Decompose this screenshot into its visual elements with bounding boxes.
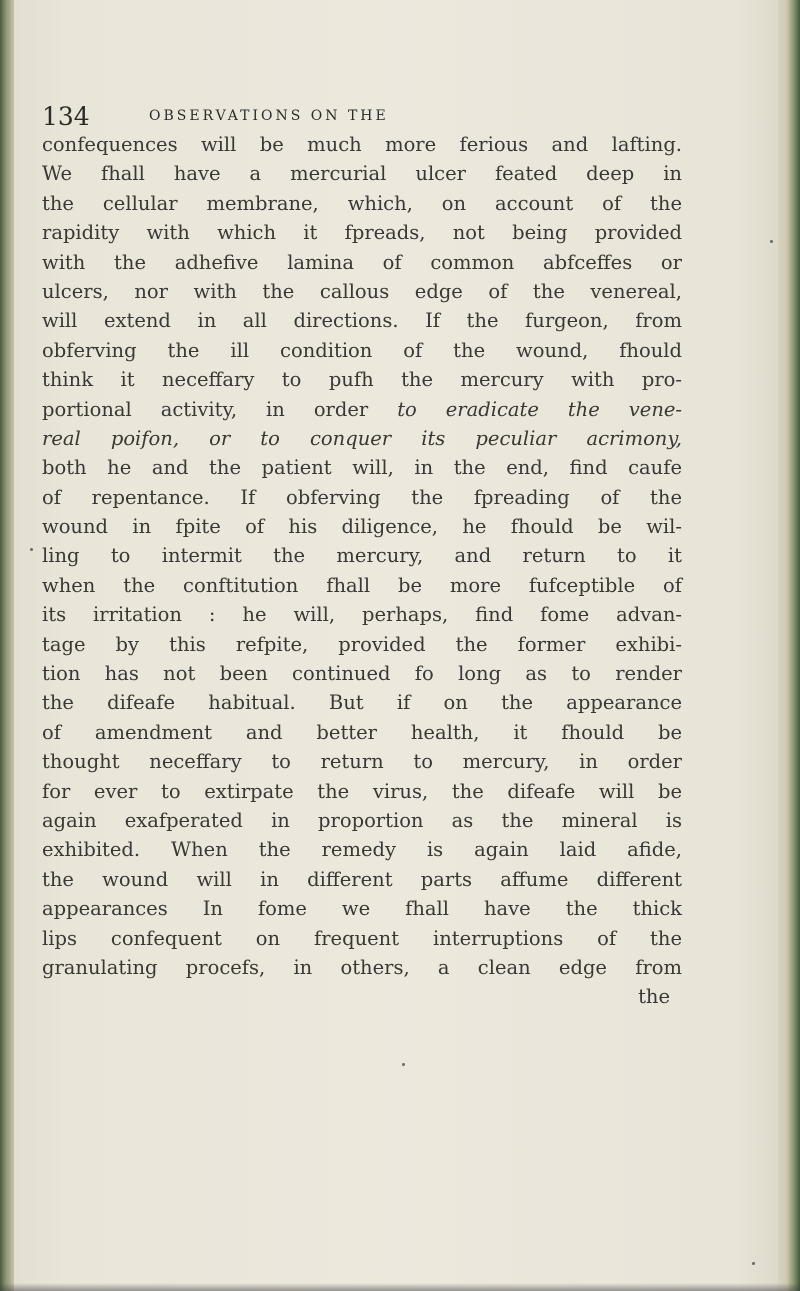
paper-speck [30,548,33,551]
paper-speck [402,1063,405,1066]
text-segment: the difeafe habitual. But if on the appearance [42,691,682,715]
text-line [42,159,682,188]
text-segment: lips confequent on frequent interruptions of the [42,926,682,950]
text-line [42,541,682,570]
text-line [42,395,682,424]
text-segment: the cellular membrane, which, on account of the [42,191,682,215]
text-segment: its irritation : he will, perhaps, find fome advan- [42,603,682,627]
running-head: OBSERVATIONS ON THE [149,108,389,124]
page-edge [778,0,800,1291]
body-text [42,130,682,1012]
text-segment: granulating procefs, in others, a clean edge from [42,955,682,979]
text-segment: will extend in all directions. If the furgeon, from [42,309,682,333]
text-line [42,865,682,894]
catchword: the [638,985,670,1009]
text-line [42,453,682,482]
text-line [42,747,682,776]
page-bottom-shadow [0,1283,800,1291]
text-segment: ulcers, nor with the callous edge of the venereal, [42,279,682,303]
text-line [42,512,682,541]
text-line [42,835,682,864]
text-segment: tage by this refpite, provided the former exhibi- [42,632,682,656]
text-segment: portional activity, in order [42,397,398,421]
text-segment: We fhall have a mercurial ulcer feated deep in [42,162,682,186]
italic-text: to eradicate the vene- [397,397,683,421]
page-gutter [0,0,14,1291]
text-segment: confequences will be much more ferious and lafting. [42,133,682,156]
text-segment: both he and the patient will, in the end, find caufe [42,456,682,480]
page-number: 134 [42,102,90,131]
text-line [42,218,682,247]
text-line [42,248,682,277]
text-segment: the wound will in different parts affume different [42,867,682,891]
text-segment: again exafperated in proportion as the mineral is [42,808,682,832]
text-segment: wound in fpite of his diligence, he fhould be wil- [42,515,682,539]
text-segment: ling to intermit the mercury, and return to it [42,544,682,568]
text-line [42,424,682,453]
text-line [42,571,682,600]
text-segment: when the conftitution fhall be more fufceptible of [42,573,682,597]
paper-speck [752,1262,755,1265]
text-segment: rapidity with which it fpreads, not being provided [42,221,682,245]
text-segment: for ever to extirpate the virus, the difeafe will be [42,779,682,803]
text-segment: of amendment and better health, it fhould be [42,720,682,744]
text-line [42,130,682,159]
text-line [42,277,682,306]
text-line [42,336,682,365]
text-segment: appearances In fome we fhall have the thick [42,897,682,921]
text-segment: tion has not been continued fo long as to render [42,662,682,686]
text-segment: with the adhefive lamina of common abfceffes or [42,250,682,274]
text-line [42,365,682,394]
text-line [42,718,682,747]
paper-speck [770,240,773,243]
text-line [42,688,682,717]
text-segment: of repentance. If obferving the fpreading of the [42,485,682,509]
text-line [42,806,682,835]
text-segment: exhibited. When the remedy is again laid afide, [42,838,682,862]
text-segment: think it neceffary to pufh the mercury with pro- [42,368,682,392]
italic-text: real poifon, or to conquer its peculiar acrimony, [42,426,682,450]
text-line [42,953,682,982]
text-line [42,483,682,512]
text-segment: thought neceffary to return to mercury, in order [42,750,682,774]
text-line [42,306,682,335]
text-segment: obferving the ill condition of the wound, fhould [42,338,682,362]
text-line [42,630,682,659]
text-line [42,924,682,953]
text-line [42,894,682,923]
text-line [42,659,682,688]
text-line [42,600,682,629]
text-line [42,777,682,806]
text-line [42,189,682,218]
